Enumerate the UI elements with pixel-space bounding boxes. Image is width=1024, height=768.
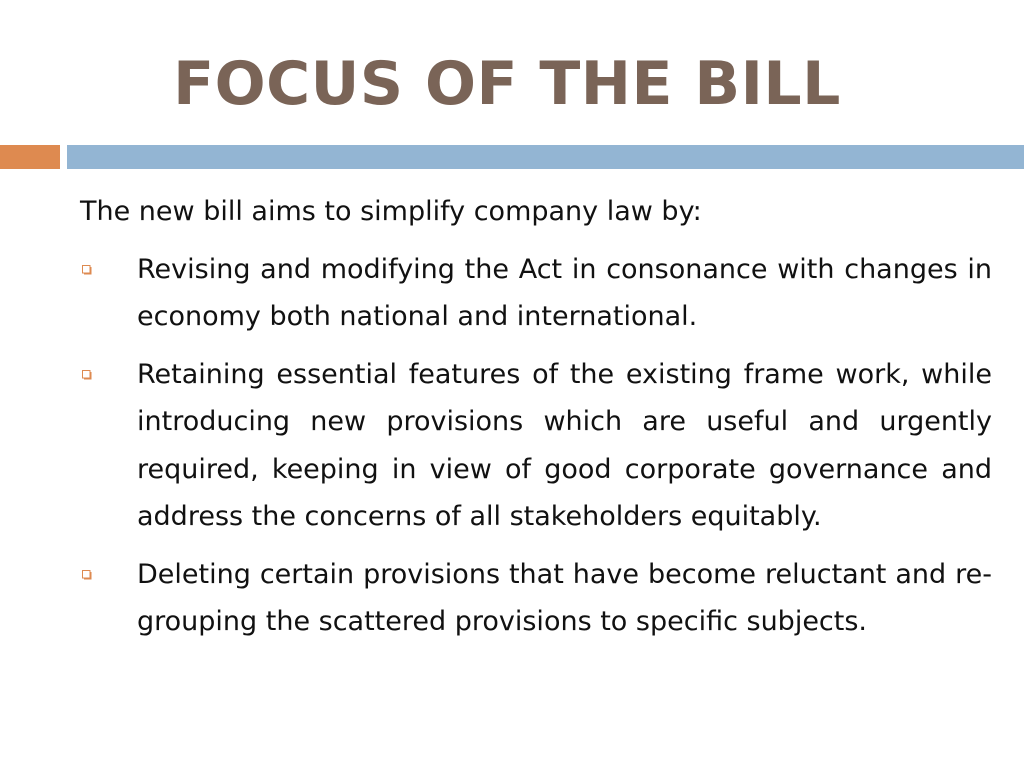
hollow-square-bullet-icon — [82, 370, 92, 380]
bullet-text: Revising and modifying the Act in consonance with changes in economy both national and international. — [137, 253, 992, 332]
bullet-item — [80, 551, 992, 646]
intro-text: The new bill aims to simplify company law by: — [80, 196, 702, 227]
hollow-square-bullet-icon — [82, 265, 92, 275]
accent-bar-blue — [67, 145, 1024, 169]
bullet-list — [80, 246, 992, 646]
bullet-text: Retaining essential features of the existing frame work, while introducing new provisions which are useful and urgently required, keeping in view of good corporate governance and address the concerns of all stakeholders equitably. — [137, 358, 992, 532]
bullet-text: Deleting certain provisions that have become reluctant and re-grouping the scattered provisions to specific subjects. — [137, 558, 992, 637]
slide-content — [80, 188, 992, 656]
bullet-item — [80, 351, 992, 541]
accent-bar-orange — [0, 145, 60, 169]
hollow-square-bullet-icon — [82, 570, 92, 580]
slide-title: FOCUS OF THE BILL — [173, 49, 841, 119]
bullet-item — [80, 246, 992, 341]
